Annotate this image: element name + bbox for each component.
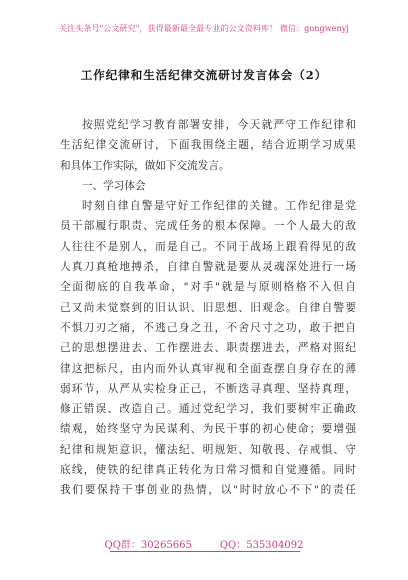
- section-heading: 一、学习体会: [82, 179, 146, 192]
- paragraph-line: 我们要保持干事创业的热情，以"时时放心不下"的责任: [60, 484, 356, 497]
- paragraph-line: 按照党纪学习教育部署安排，今天就严守工作纪律和: [82, 119, 356, 131]
- paragraph-line: 修正错误、改造自己。通过党纪学习，我们要树牢正确政: [60, 403, 356, 416]
- footer-underline: [110, 551, 300, 552]
- footer-qq: QQ：535304092: [219, 540, 304, 551]
- paragraph-line: 底线，使铁的纪律真正转化为日常习惯和自觉遵循。同时: [60, 464, 356, 477]
- paragraph-line: 律这把标尺，由内而外认真审视和全面查摆自身存在的薄: [60, 362, 356, 375]
- page-title: 工作纪律和生活纪律交流研讨发言体会（2）: [80, 68, 328, 82]
- paragraph-line: 纪律和规矩意识，懂法纪、明规矩、知敬畏、存戒惧、守: [60, 443, 356, 456]
- paragraph-line: 人真刀真枪地搏杀，自律自警就是要从灵魂深处进行一场: [60, 261, 356, 274]
- footer-contact: [0, 536, 408, 551]
- paragraph-line: 人往往不是别人，而是自己。不同于战场上跟看得见的敌: [60, 240, 356, 253]
- paragraph-line: 全面彻底的自我革命，"对手"就是与原则格格不入但自: [60, 281, 356, 294]
- paragraph-line: 员干部履行职责、完成任务的根本保障。一个人最大的敌: [60, 220, 356, 233]
- footer-qq-group: QQ群：30265665: [104, 540, 192, 551]
- header-banner: 关注头条号"公文研究"，获得最新最全最专业的公文资料库！ 微信：gongwenyj: [59, 24, 349, 33]
- document-body: [60, 115, 356, 501]
- paragraph-line: 绩观，始终坚守为民谋利、为民干事的初心使命；要增强: [60, 423, 356, 436]
- paragraph-line: 和具体工作实际，做如下交流发言。: [60, 159, 230, 172]
- paragraph-line: 己的思想摆进去、工作摆进去、职责摆进去，严格对照纪: [60, 342, 356, 355]
- paragraph-line: 时刻自律自警是守好工作纪律的关键。工作纪律是党: [82, 200, 356, 213]
- paragraph-line: 己又尚未觉察到的旧认识、旧思想、旧观念。自律自警要: [60, 301, 356, 314]
- paragraph-line: 生活纪律交流研讨，下面我围绕主题，结合近期学习成果: [60, 139, 356, 152]
- paragraph-line: 不惧刀刃之痛，不逃己身之丑，不舍尺寸之功，敢于把自: [60, 321, 356, 334]
- paragraph-line: 弱环节，从严从实检身正己，不断迭寻真理、坚持真理，: [60, 382, 356, 395]
